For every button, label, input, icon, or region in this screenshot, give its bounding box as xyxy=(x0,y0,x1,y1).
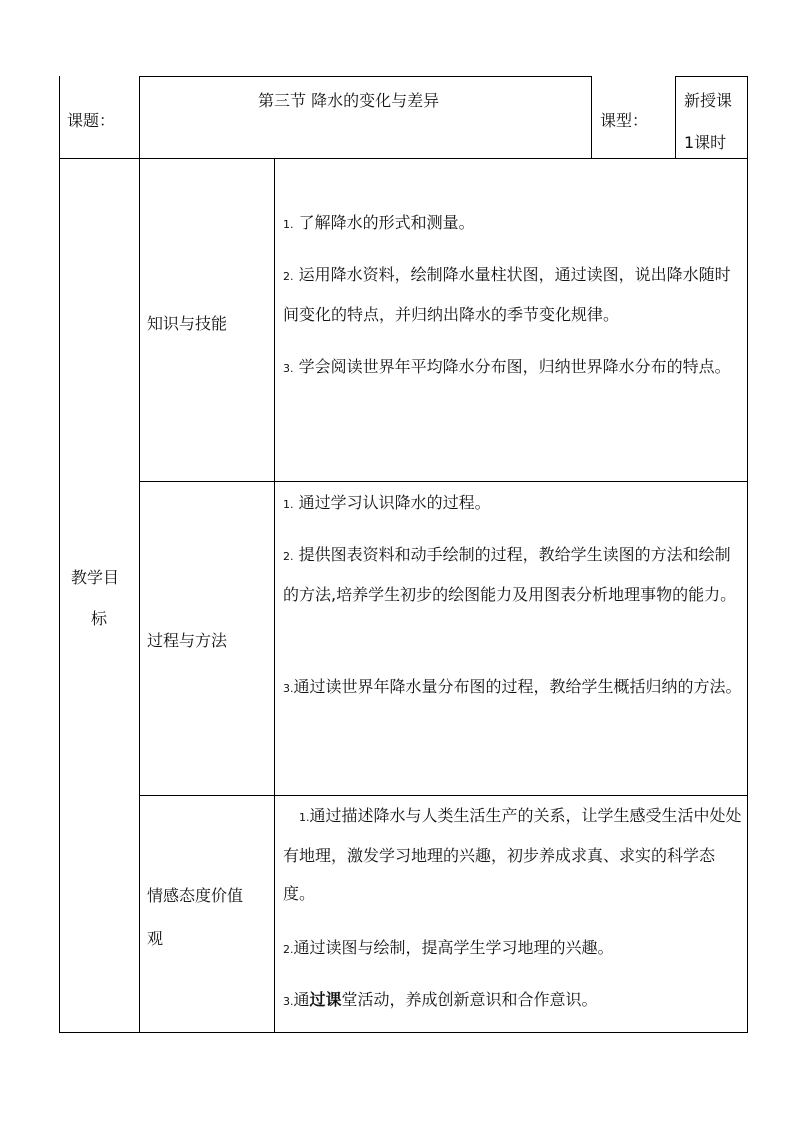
objective-item: 3.通过课堂活动，养成创新意识和合作意识。 xyxy=(283,990,598,1009)
objective-category-process: 过程与方法 xyxy=(147,631,228,650)
grid-line xyxy=(139,481,747,482)
grid-line xyxy=(59,1032,747,1033)
section-label: 教学目 xyxy=(71,568,120,587)
lesson-type-value: 新授课 xyxy=(684,91,733,110)
grid-line xyxy=(675,76,676,158)
grid-line xyxy=(274,158,275,1033)
grid-line xyxy=(59,76,60,1033)
objective-item: 1. 通过学习认识降水的过程。 xyxy=(283,493,491,512)
grid-line xyxy=(139,76,591,77)
objective-item: 3.通过读世界年降水量分布图的过程，教给学生概括归纳的方法。 xyxy=(283,677,742,696)
objective-item: 2. 提供图表资料和动手绘制的过程，教给学生读图的方法和绘制的方法,培养学生初步的绘图能力及用图表分析地理事物的能力。 xyxy=(283,545,737,604)
lesson-type-label: 课型： xyxy=(600,111,649,130)
objective-item: 2. 运用降水资料，绘制降水量柱状图，通过读图，说出降水随时间变化的特点，并归纳出降水的季节变化规律。 xyxy=(283,265,731,324)
topic-label: 课题： xyxy=(67,111,116,130)
grid-line xyxy=(139,76,140,1033)
topic-value: 第三节 降水的变化与差异 xyxy=(258,91,440,110)
objective-item: 1. 了解降水的形式和测量。 xyxy=(283,213,475,232)
grid-line xyxy=(675,76,747,77)
objective-category-attitude-cont: 观 xyxy=(147,929,164,948)
objective-category-knowledge: 知识与技能 xyxy=(147,314,228,333)
objective-item: 2.通过读图与绘制，提高学生学习地理的兴趣。 xyxy=(283,938,614,957)
section-label-cont: 标 xyxy=(91,609,108,628)
grid-line xyxy=(59,158,747,159)
grid-line xyxy=(747,76,748,1033)
grid-line xyxy=(591,76,592,158)
grid-line xyxy=(139,795,747,796)
objective-item: 1.通过描述降水与人类生活生产的关系，让学生感受生活中处处有地理，激发学习地理的兴趣，初步养成求真、求实的科学态度。 xyxy=(283,806,742,903)
objective-category-attitude: 情感态度价值 xyxy=(147,886,244,905)
lesson-hours: 1课时 xyxy=(684,133,727,152)
objective-item: 3. 学会阅读世界年平均降水分布图，归纳世界降水分布的特点。 xyxy=(283,357,731,376)
